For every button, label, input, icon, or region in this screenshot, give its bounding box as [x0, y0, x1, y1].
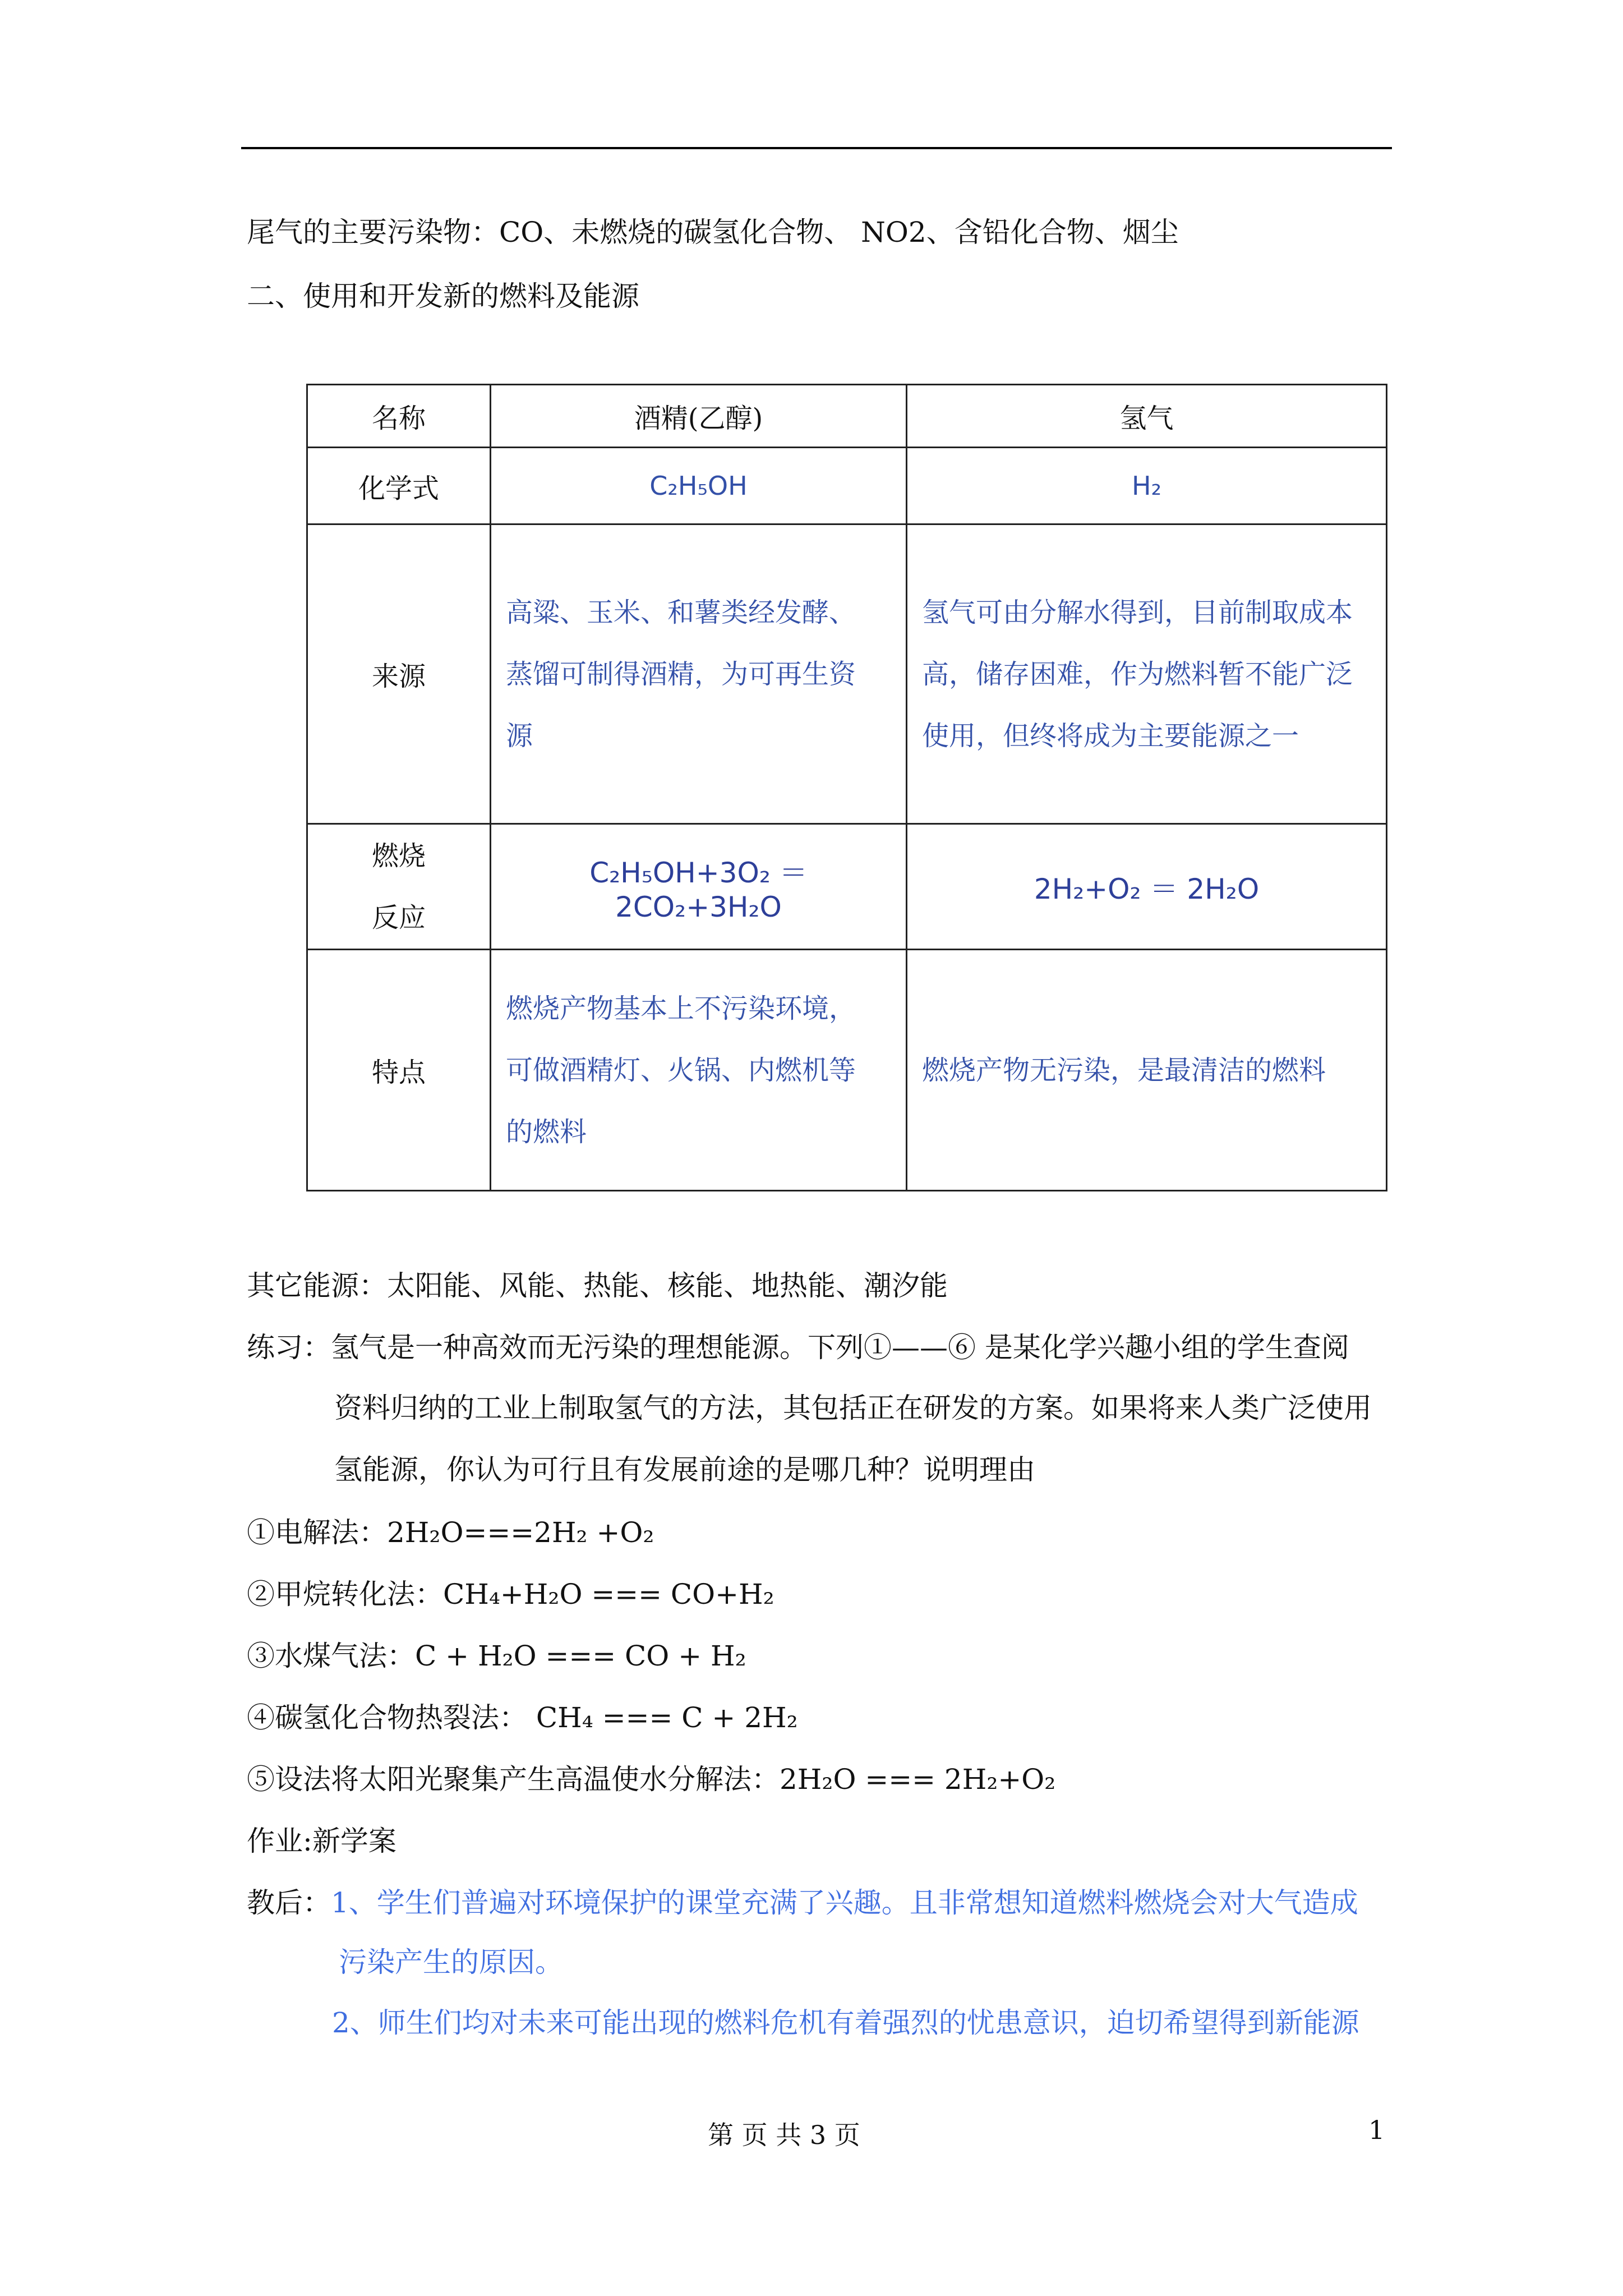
header-ethanol: 酒精(乙醇) — [491, 385, 907, 448]
ethanol-source-line: 源 — [506, 720, 533, 752]
table-row-features — [307, 950, 1387, 1191]
footer-page-number: 1 — [1368, 2115, 1385, 2145]
reflection-first-line — [247, 1885, 1358, 1921]
hydrogen-source-line: 高，储存困难，作为燃料暂不能广泛 — [922, 658, 1353, 690]
reflection-item-1: 1、学生们普遍对环境保护的课堂充满了兴趣。且非常想知道燃料燃烧会对大气造成 — [331, 1887, 1358, 1919]
features-label: 特点 — [307, 950, 491, 1191]
other-energy-line: 其它能源：太阳能、风能、热能、核能、地热能、潮汐能 — [247, 1269, 948, 1302]
combustion-label — [307, 824, 491, 950]
formula-label: 化学式 — [307, 448, 491, 524]
fuel-comparison-table — [306, 384, 1387, 1191]
combustion-label-line: 反应 — [371, 901, 426, 933]
hydrogen-formula: H₂ — [907, 448, 1387, 524]
footer-page-text: 第 页 共 3 页 — [708, 2120, 860, 2150]
ethanol-formula: C₂H₅OH — [491, 448, 907, 524]
header-hydrogen: 氢气 — [907, 385, 1387, 448]
exercise-line: 氢能源，你认为可行且有发展前途的是哪几种？说明理由 — [334, 1453, 1035, 1486]
reflection-item-1-continued: 污染产生的原因。 — [339, 1946, 563, 1978]
source-label: 来源 — [307, 524, 491, 824]
header-name: 名称 — [307, 385, 491, 448]
method-item: ①电解法：2H₂O===2H₂ +O₂ — [247, 1516, 654, 1549]
ethanol-feature-line: 燃烧产物基本上不污染环境， — [506, 992, 856, 1024]
header-rule — [241, 147, 1392, 149]
ethanol-source-line: 蒸馏可制得酒精，为可再生资 — [506, 658, 856, 690]
exercise-line: 资料归纳的工业上制取氢气的方法，其包括正在研发的方案。如果将来人类广泛使用 — [334, 1392, 1372, 1424]
hydrogen-source-line: 使用，但终将成为主要能源之一 — [922, 720, 1299, 752]
table-header-row — [307, 385, 1387, 448]
combustion-label-line: 燃烧 — [371, 840, 426, 872]
hydrogen-features: 燃烧产物无污染，是最清洁的燃料 — [907, 950, 1387, 1191]
ethanol-features — [491, 950, 907, 1191]
hydrogen-source — [907, 524, 1387, 824]
table-row-source — [307, 524, 1387, 824]
method-item: ④碳氢化合物热裂法： CH₄ === C + 2H₂ — [247, 1701, 798, 1734]
ethanol-source-line: 高粱、玉米、和薯类经发酵、 — [506, 596, 856, 628]
ethanol-feature-line: 的燃料 — [506, 1116, 587, 1148]
exercise-line: 练习：氢气是一种高效而无污染的理想能源。下列①——⑥ 是某化学兴趣小组的学生查阅 — [247, 1331, 1349, 1364]
reflection-prefix: 教后： — [247, 1887, 331, 1919]
hydrogen-combustion-equation: 2H₂+O₂ ＝ 2H₂O — [907, 824, 1387, 950]
pollutants-line: 尾气的主要污染物：CO、未燃烧的碳氢化合物、 NO2、含铅化合物、烟尘 — [247, 216, 1179, 249]
method-item: ②甲烷转化法：CH₄+H₂O === CO+H₂ — [247, 1578, 774, 1611]
ethanol-combustion-equation: C₂H₅OH+3O₂ ＝ 2CO₂+3H₂O — [491, 824, 907, 950]
homework-line: 作业:新学案 — [247, 1825, 396, 1857]
ethanol-feature-line: 可做酒精灯、火锅、内燃机等 — [506, 1054, 856, 1086]
ethanol-source — [491, 524, 907, 824]
method-item: ③水煤气法：C + H₂O === CO + H₂ — [247, 1640, 746, 1672]
section-title: 二、使用和开发新的燃料及能源 — [247, 280, 639, 312]
table-row-formula — [307, 448, 1387, 524]
reflection-item-2: 2、师生们均对未来可能出现的燃料危机有着强烈的忧患意识，迫切希望得到新能源 — [332, 2007, 1359, 2039]
hydrogen-source-line: 氢气可由分解水得到，目前制取成本 — [922, 596, 1353, 628]
method-item: ⑤设法将太阳光聚集产生高温使水分解法：2H₂O === 2H₂+O₂ — [247, 1763, 1056, 1796]
table-row-combustion — [307, 824, 1387, 950]
